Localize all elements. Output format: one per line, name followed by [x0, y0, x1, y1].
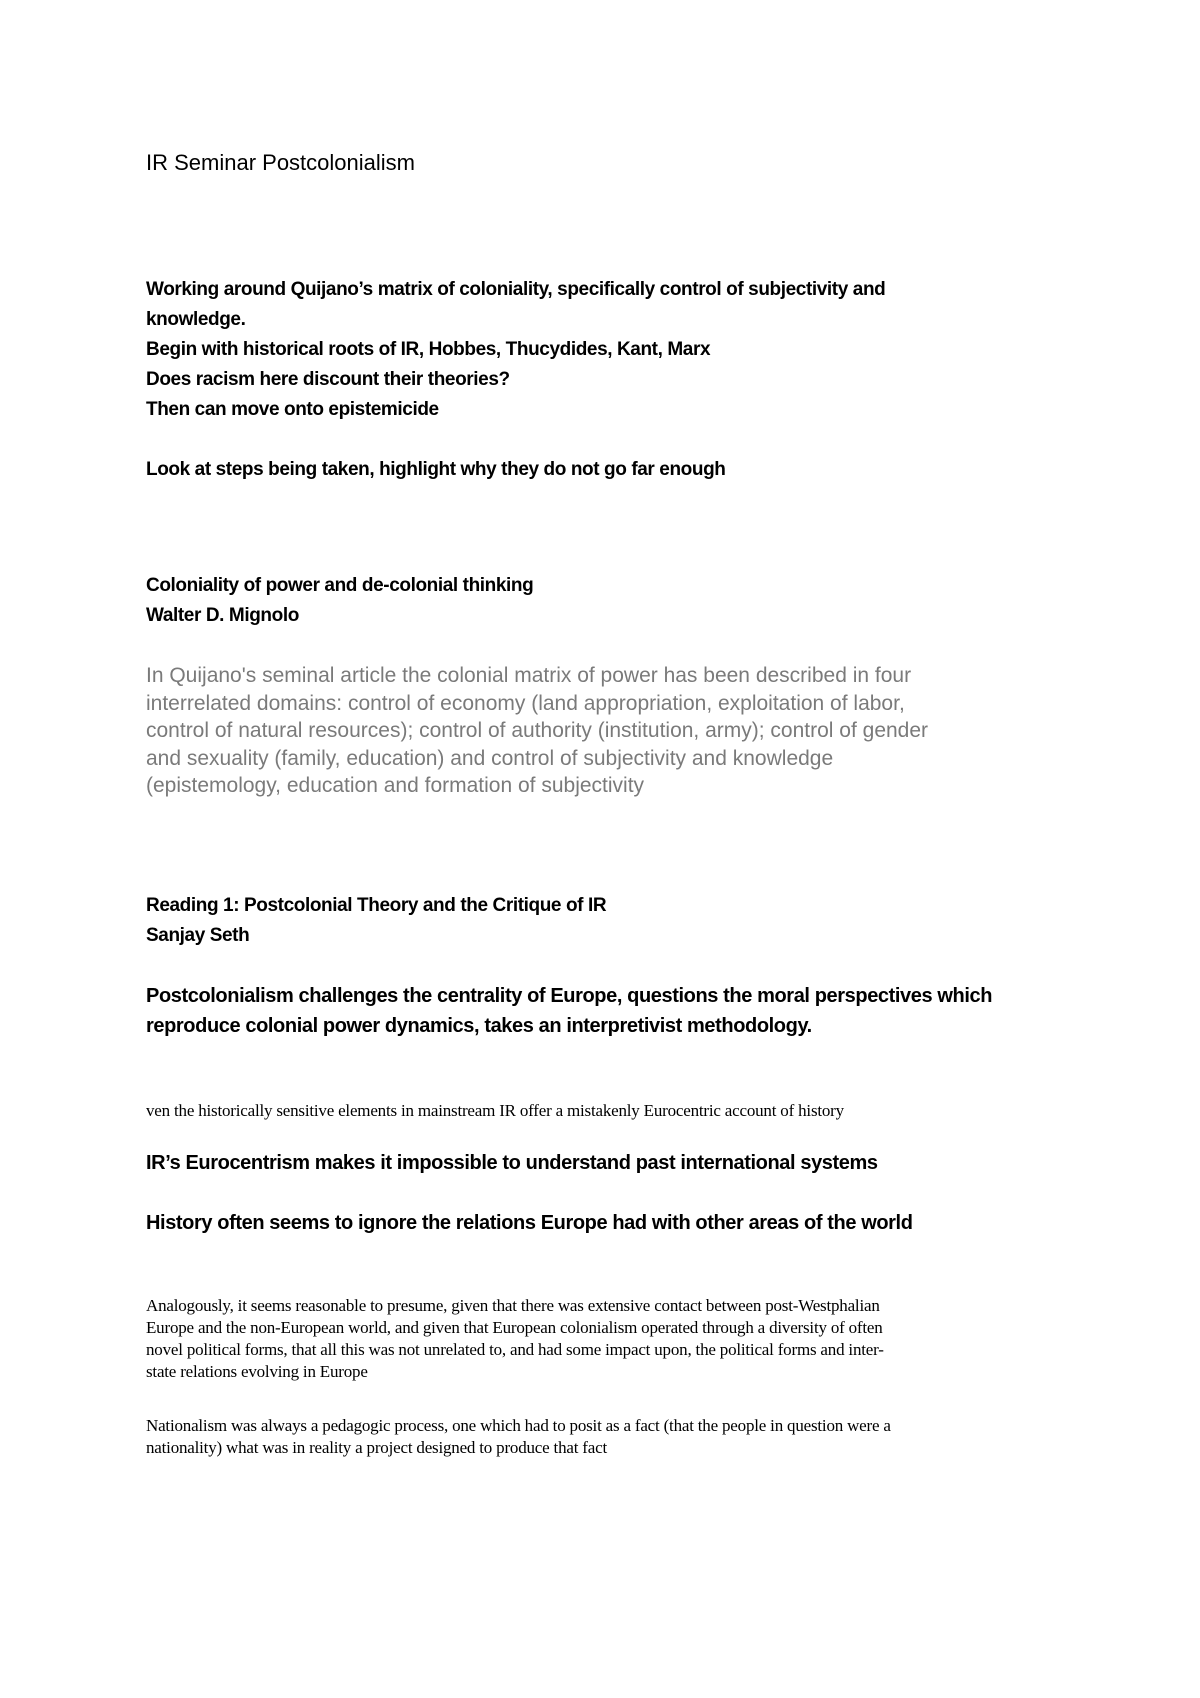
- reading1-summary-line: reproduce colonial power dynamics, takes an interpretivist methodology.: [146, 1015, 812, 1037]
- reading1-summary-line: Postcolonialism challenges the centrality of Europe, questions the moral perspectives which: [146, 985, 993, 1007]
- notes-line: Then can move onto epistemicide: [146, 399, 439, 420]
- reading1-quote-eurocentric: ven the historically sensitive elements in mainstream IR offer a mistakenly Eurocentric account of history: [146, 1101, 844, 1120]
- notes-line: Begin with historical roots of IR, Hobbes, Thucydides, Kant, Marx: [146, 339, 711, 360]
- reading1-summary: [146, 981, 992, 1041]
- notes-line: Does racism here discount their theories?: [146, 369, 510, 390]
- notes-line: knowledge.: [146, 309, 246, 330]
- steps-note: Look at steps being taken, highlight why they do not go far enough: [146, 459, 726, 480]
- mignolo-title: Coloniality of power and de-colonial thinking: [146, 575, 534, 596]
- quote-line: state relations evolving in Europe: [146, 1362, 368, 1381]
- quote-line: nationality) what was in reality a project designed to produce that fact: [146, 1438, 607, 1457]
- mignolo-quote-line: (epistemology, education and formation of subjectivity: [146, 774, 645, 797]
- mignolo-author: Walter D. Mignolo: [146, 605, 299, 626]
- notes-block: [146, 275, 885, 425]
- mignolo-heading: [146, 571, 533, 631]
- reading1-quote-analogously: [146, 1295, 884, 1383]
- mignolo-quote-line: control of natural resources); control of authority (institution, army); control of gender: [146, 719, 929, 742]
- reading1-point-history: History often seems to ignore the relations Europe had with other areas of the world: [146, 1212, 913, 1234]
- reading1-title: Reading 1: Postcolonial Theory and the Critique of IR: [146, 895, 607, 916]
- mignolo-quote: [146, 662, 928, 800]
- quote-line: Nationalism was always a pedagogic process, one which had to posit as a fact (that the people in question were a: [146, 1416, 891, 1435]
- reading1-point-eurocentrism: IR’s Eurocentrism makes it impossible to understand past international systems: [146, 1152, 878, 1174]
- reading1-heading: [146, 891, 606, 951]
- quote-line: Europe and the non-European world, and given that European colonialism operated through a diversity of often: [146, 1318, 883, 1337]
- mignolo-quote-line: and sexuality (family, education) and control of subjectivity and knowledge: [146, 746, 834, 770]
- mignolo-quote-line: In Quijano's seminal article the colonial matrix of power has been described in four: [146, 664, 912, 687]
- mignolo-quote-line: interrelated domains: control of economy (land appropriation, exploitation of labor,: [146, 691, 905, 715]
- reading1-author: Sanjay Seth: [146, 925, 250, 946]
- document-title: IR Seminar Postcolonialism: [146, 150, 415, 175]
- notes-line: Working around Quijano’s matrix of coloniality, specifically control of subjectivity and: [146, 279, 886, 300]
- quote-line: novel political forms, that all this was not unrelated to, and had some impact upon, the political forms and inter-: [146, 1340, 884, 1359]
- quote-line: Analogously, it seems reasonable to presume, given that there was extensive contact between post-Westphalian: [146, 1296, 880, 1315]
- reading1-quote-nationalism: [146, 1415, 891, 1459]
